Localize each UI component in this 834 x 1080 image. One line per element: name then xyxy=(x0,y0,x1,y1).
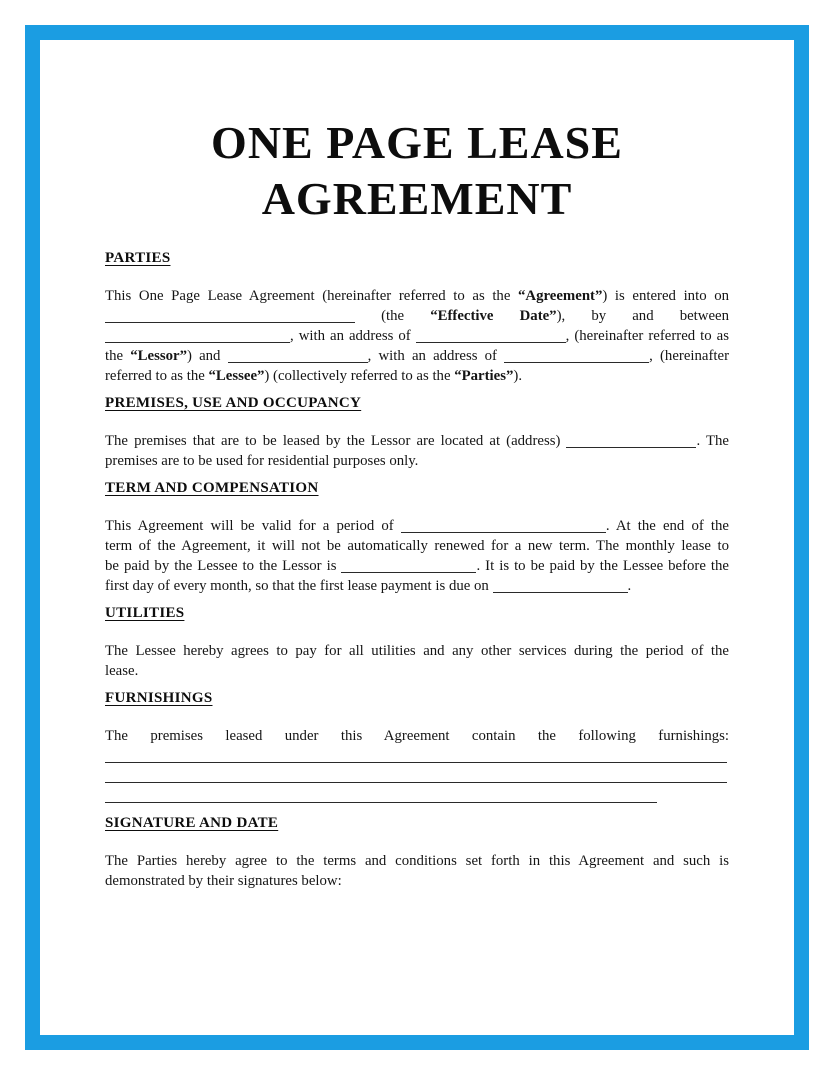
fill-in-blank[interactable] xyxy=(228,351,368,363)
text-line xyxy=(105,306,729,326)
text-run: ). xyxy=(513,368,523,384)
parties-paragraph xyxy=(105,286,729,386)
utilities-paragraph xyxy=(105,641,729,681)
text-line xyxy=(105,286,729,306)
document-title-line-2: AGREEMENT xyxy=(261,173,573,224)
section-heading-premises: PREMISES, USE AND OCCUPANCY xyxy=(105,395,362,411)
text-run: demonstrated by their signatures below: xyxy=(105,873,342,889)
document-title xyxy=(105,115,729,227)
text-run: . At the end of the xyxy=(605,518,729,534)
text-line xyxy=(105,346,729,366)
text-line xyxy=(105,326,729,346)
text-line xyxy=(105,871,729,891)
section-heading-signature: SIGNATURE AND DATE xyxy=(105,815,279,831)
text-run: lease. xyxy=(105,663,139,679)
fill-in-blank[interactable] xyxy=(105,791,657,803)
text-run: term of the Agreement, it will not be automatically renewed for a new term. The monthly lease to xyxy=(105,538,729,554)
document-frame xyxy=(25,25,809,1050)
section-heading-term: TERM AND COMPENSATION xyxy=(105,480,319,496)
text-run: The premises that are to be leased by the Lessor are located at (address) xyxy=(105,433,567,449)
text-line xyxy=(105,726,729,746)
text-run: ) and xyxy=(186,348,228,364)
section-heading-utilities: UTILITIES xyxy=(105,605,185,621)
section-heading-furnishings: FURNISHINGS xyxy=(105,690,213,706)
text-line xyxy=(105,746,729,766)
text-run: . It is to be paid by the Lessee before the xyxy=(476,558,729,574)
fill-in-blank[interactable] xyxy=(105,771,727,783)
text-line xyxy=(105,786,729,806)
document-title-line-1: ONE PAGE LEASE xyxy=(211,117,623,168)
text-run: , (hereinafter xyxy=(649,348,729,364)
text-line xyxy=(105,366,729,386)
fill-in-blank[interactable] xyxy=(105,751,727,763)
text-run: The premises leased under this Agreement contain the following furnishings: xyxy=(105,728,729,744)
text-line xyxy=(105,556,729,576)
fill-in-blank[interactable] xyxy=(493,581,628,593)
fill-in-blank[interactable] xyxy=(504,351,649,363)
premises-paragraph xyxy=(105,431,729,471)
text-run: (the xyxy=(355,308,431,324)
text-line xyxy=(105,766,729,786)
text-run: premises are to be used for residential purposes only. xyxy=(105,453,419,469)
text-run: first day of every month, so that the first lease payment is due on xyxy=(105,578,493,594)
text-run: , with an address of xyxy=(290,328,416,344)
text-line xyxy=(105,641,729,661)
text-line xyxy=(105,851,729,871)
fill-in-blank[interactable] xyxy=(416,331,566,343)
document-content xyxy=(40,40,794,891)
fill-in-blank[interactable] xyxy=(566,436,696,448)
text-line xyxy=(105,661,729,681)
text-run: the xyxy=(105,348,131,364)
text-run: This Agreement will be valid for a period of xyxy=(105,518,401,534)
text-run: The Lessee hereby agrees to pay for all utilities and any other services during the period of the xyxy=(105,643,729,659)
fill-in-blank[interactable] xyxy=(105,311,355,323)
text-run: ) is entered into on xyxy=(602,288,729,304)
text-run: referred to as the xyxy=(105,368,209,384)
text-run: The Parties hereby agree to the terms and conditions set forth in this Agreement and such is xyxy=(105,853,729,869)
signature-paragraph xyxy=(105,851,729,891)
sections-container xyxy=(105,251,729,891)
text-run: . xyxy=(627,578,632,594)
furnishings-paragraph xyxy=(105,726,729,806)
text-run: ) (collectively referred to as the xyxy=(264,368,455,384)
text-line xyxy=(105,516,729,536)
defined-term: “Effective Date” xyxy=(430,308,557,324)
section-heading-parties: PARTIES xyxy=(105,250,171,266)
text-line xyxy=(105,576,729,596)
term-paragraph xyxy=(105,516,729,596)
text-run: , with an address of xyxy=(367,348,505,364)
text-line xyxy=(105,451,729,471)
text-run: This One Page Lease Agreement (hereinafter referred to as the xyxy=(105,288,519,304)
text-run: . The xyxy=(696,433,729,449)
defined-term: “Lessor” xyxy=(130,348,187,364)
text-line xyxy=(105,431,729,451)
text-line xyxy=(105,536,729,556)
fill-in-blank[interactable] xyxy=(341,561,476,573)
text-run: be paid by the Lessee to the Lessor is xyxy=(105,558,342,574)
fill-in-blank[interactable] xyxy=(105,331,290,343)
defined-term: “Lessee” xyxy=(208,368,265,384)
text-run: , (hereinafter referred to as xyxy=(565,328,729,344)
text-run: ), by and between xyxy=(556,308,729,324)
fill-in-blank[interactable] xyxy=(401,521,606,533)
defined-term: “Agreement” xyxy=(518,288,603,304)
defined-term: “Parties” xyxy=(454,368,514,384)
